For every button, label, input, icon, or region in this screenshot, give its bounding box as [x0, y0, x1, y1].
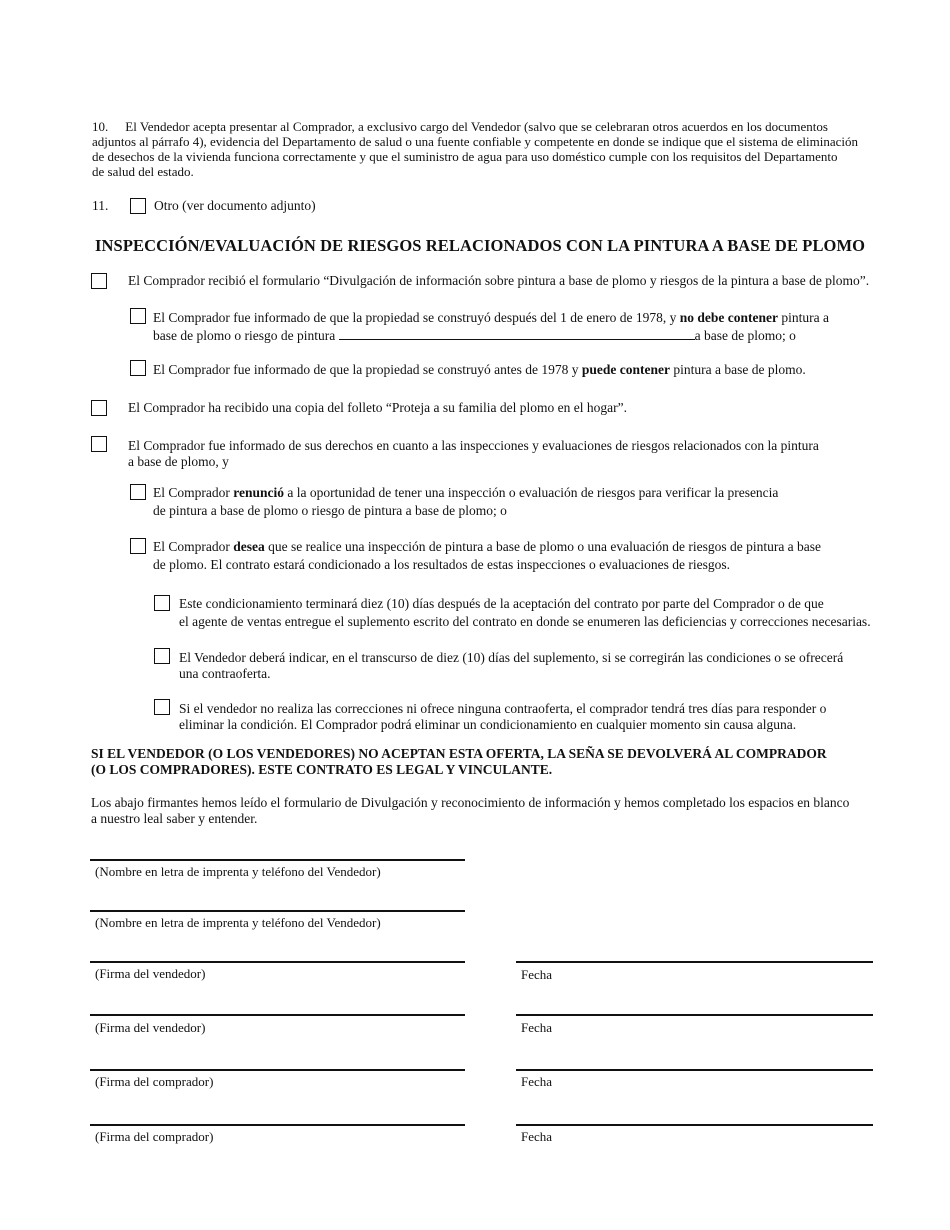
- item-10-line-2: adjuntos al párrafo 4), evidencia del Departamento de salud o una fuente confiable y competente en donde se indique que el sistema de eliminación: [92, 134, 858, 149]
- pamphlet-checkbox[interactable]: [91, 400, 107, 416]
- no-corrections-label: [179, 701, 826, 733]
- seller-signature-label-2: (Firma del vendedor): [95, 1020, 206, 1035]
- after-1978-line2-pre: base de plomo o riesgo de pintura: [153, 328, 339, 343]
- before-1978-label: [153, 362, 806, 378]
- seller-indicate-line-1: El Vendedor deberá indicar, en el transcurso de diez (10) días del suplemento, si se corregirán las condiciones o se ofrecerá: [179, 650, 844, 665]
- item-10-line-4: de salud del estado.: [92, 164, 194, 179]
- seller-name-line-2[interactable]: [90, 910, 465, 912]
- pamphlet-label: El Comprador ha recibido una copia del folleto “Proteja a su familia del plomo en el hogar”.: [128, 400, 627, 415]
- rights-line-2: a base de plomo, y: [128, 454, 229, 469]
- acknowledgement-line-1: Los abajo firmantes hemos leído el formulario de Divulgación y reconocimiento de información y hemos completado los espacios en blanco: [91, 795, 850, 810]
- desires-pre: El Comprador: [153, 539, 234, 554]
- item-10-line-1: El Vendedor acepta presentar al Comprador, a exclusivo cargo del Vendedor (salvo que se celebraran otros acuerdos en los documentos: [125, 119, 828, 134]
- before-1978-post: pintura a base de plomo.: [670, 362, 806, 377]
- desires-line-2: de plomo. El contrato estará condicionado a los resultados de estas inspecciones o evaluaciones de riesgos.: [153, 557, 730, 572]
- buyer-signature-label-1: (Firma del comprador): [95, 1074, 214, 1089]
- waived-post: a la oportunidad de tener una inspección o evaluación de riesgos para verificar la presencia: [284, 485, 779, 500]
- date-line-4[interactable]: [516, 1124, 873, 1126]
- before-1978-checkbox[interactable]: [130, 360, 146, 376]
- after-1978-pre: El Comprador fue informado de que la propiedad se construyó después del 1 de enero de 1978, y: [153, 310, 680, 325]
- section-heading: INSPECCIÓN/EVALUACIÓN DE RIESGOS RELACIONADOS CON LA PINTURA A BASE DE PLOMO: [95, 236, 866, 255]
- legal-notice-line-1: SI EL VENDEDOR (O LOS VENDEDORES) NO ACEPTAN ESTA OFERTA, LA SEÑA SE DEVOLVERÁ AL COMPRADOR: [91, 746, 827, 761]
- no-corrections-line-2: eliminar la condición. El Comprador podrá eliminar un condicionamiento en cualquier momento sin causa alguna.: [179, 717, 797, 732]
- after-1978-blank[interactable]: [339, 328, 695, 340]
- after-1978-checkbox[interactable]: [130, 308, 146, 324]
- terminate-line-2: el agente de ventas entregue el suplemento escrito del contrato en donde se enumeren las deficiencias y correcciones necesarias.: [179, 614, 871, 629]
- waived-label: [153, 485, 778, 519]
- seller-name-line-1[interactable]: [90, 859, 465, 861]
- legal-notice: [91, 746, 827, 778]
- before-1978-bold: puede contener: [581, 362, 671, 377]
- seller-signature-label-1: (Firma del vendedor): [95, 966, 206, 981]
- seller-indicate-checkbox[interactable]: [154, 648, 170, 664]
- buyer-signature-line-1[interactable]: [90, 1069, 465, 1071]
- terminate-checkbox[interactable]: [154, 595, 170, 611]
- item-11-number: 11.: [92, 198, 109, 213]
- received-form-label: El Comprador recibió el formulario “Divulgación de información sobre pintura a base de plomo y riesgos de la pintura a base de plomo”.: [128, 273, 870, 288]
- item-10: [92, 119, 912, 179]
- seller-indicate-line-2: una contraoferta.: [179, 666, 271, 681]
- seller-signature-line-2[interactable]: [90, 1014, 465, 1016]
- waived-pre: El Comprador: [153, 485, 234, 500]
- before-1978-pre: El Comprador fue informado de que la propiedad se construyó antes de 1978 y: [153, 362, 582, 377]
- acknowledgement-line-2: a nuestro leal saber y entender.: [91, 811, 258, 826]
- acknowledgement: [91, 795, 849, 827]
- terminate-line-1: Este condicionamiento terminará diez (10) días después de la aceptación del contrato por parte del Comprador o de que: [179, 596, 824, 611]
- seller-signature-line-1[interactable]: [90, 961, 465, 963]
- date-line-3[interactable]: [516, 1069, 873, 1071]
- desires-bold: desea: [233, 539, 265, 554]
- waived-line-2: de pintura a base de plomo o riesgo de pintura a base de plomo; o: [153, 503, 507, 518]
- no-corrections-line-1: Si el vendedor no realiza las correcciones ni ofrece ninguna contraoferta, el comprador tendrá tres días para responder o: [179, 701, 827, 716]
- after-1978-label: [153, 310, 829, 344]
- date-label-2: Fecha: [521, 1020, 553, 1035]
- desires-post: que se realice una inspección de pintura a base de plomo o una evaluación de riesgos de pintura a base: [264, 539, 822, 554]
- item-11-label: Otro (ver documento adjunto): [154, 198, 316, 213]
- item-11-checkbox[interactable]: [130, 198, 146, 214]
- date-label-1: Fecha: [521, 967, 553, 982]
- waived-checkbox[interactable]: [130, 484, 146, 500]
- item-10-line-3: de desechos de la vivienda funciona correctamente y que el suministro de agua para uso doméstico cumple con los requisitos del Departamento: [92, 149, 838, 164]
- date-line-2[interactable]: [516, 1014, 873, 1016]
- buyer-signature-line-2[interactable]: [90, 1124, 465, 1126]
- received-form-checkbox[interactable]: [91, 273, 107, 289]
- after-1978-post: pintura a: [777, 310, 829, 325]
- seller-name-label-1: (Nombre en letra de imprenta y teléfono del Vendedor): [95, 864, 381, 879]
- seller-indicate-label: [179, 650, 843, 682]
- rights-label: [128, 438, 819, 470]
- buyer-signature-label-2: (Firma del comprador): [95, 1129, 214, 1144]
- rights-line-1: El Comprador fue informado de sus derechos en cuanto a las inspecciones y evaluaciones de riesgos relacionados con la pintura: [128, 438, 819, 453]
- waived-bold: renunció: [233, 485, 285, 500]
- no-corrections-checkbox[interactable]: [154, 699, 170, 715]
- terminate-label: [179, 596, 871, 630]
- date-label-4: Fecha: [521, 1129, 553, 1144]
- after-1978-bold: no debe contener: [679, 310, 778, 325]
- desires-label: [153, 539, 821, 573]
- legal-notice-line-2: (O LOS COMPRADORES). ESTE CONTRATO ES LEGAL Y VINCULANTE.: [91, 762, 553, 777]
- rights-checkbox[interactable]: [91, 436, 107, 452]
- desires-checkbox[interactable]: [130, 538, 146, 554]
- seller-name-label-2: (Nombre en letra de imprenta y teléfono del Vendedor): [95, 915, 381, 930]
- date-label-3: Fecha: [521, 1074, 553, 1089]
- item-10-number: 10.: [92, 119, 109, 134]
- after-1978-line2-post: a base de plomo; o: [694, 328, 796, 343]
- date-line-1[interactable]: [516, 961, 873, 963]
